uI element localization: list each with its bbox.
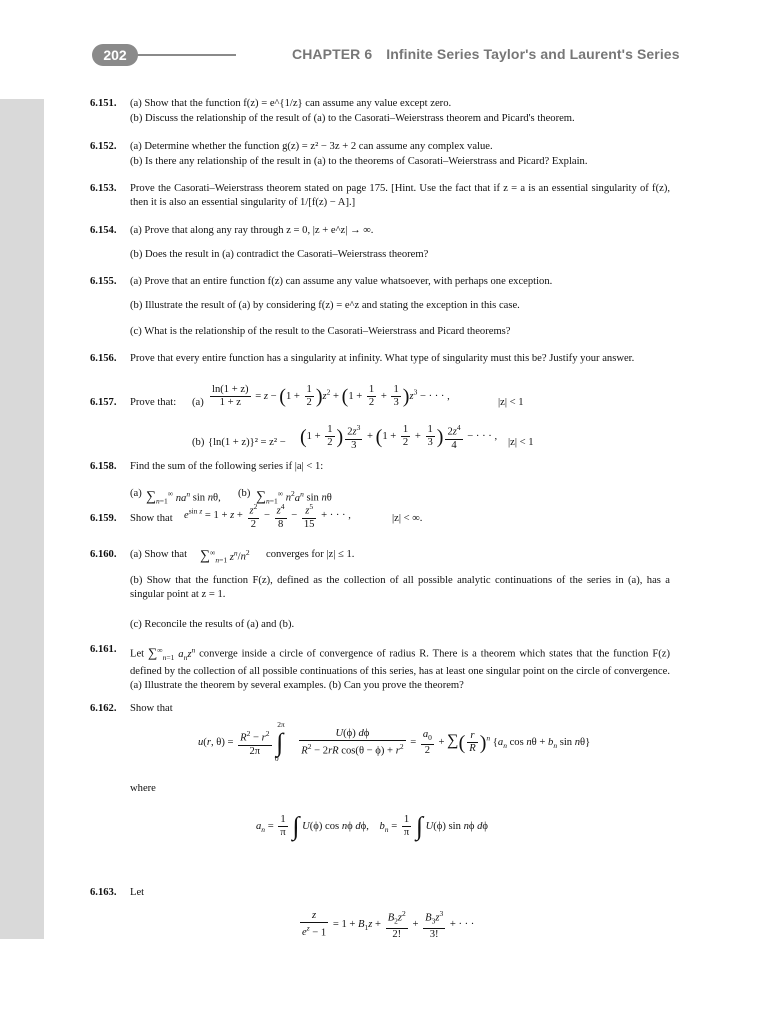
problem-lead: Show that xyxy=(130,703,173,714)
chapter-title: Infinite Series Taylor's and Laurent's Series xyxy=(386,46,680,62)
part-b-label: (b) xyxy=(238,488,251,499)
problem-6-153 xyxy=(90,182,670,212)
condition-a: |z| < 1 xyxy=(498,397,524,408)
problem-number: 6.158. xyxy=(90,461,117,472)
problem-6-163 xyxy=(90,886,670,946)
problem-part-c: (c) Reconcile the results of (a) and (b). xyxy=(130,619,295,630)
problem-part-a: (a) Determine whether the function g(z) = z² − 3z + 2 can assume any complex value. xyxy=(130,141,493,152)
part-a-label: (a) xyxy=(192,397,204,408)
chapter-heading xyxy=(292,46,680,62)
part-b-label: (b) xyxy=(192,437,205,448)
problem-6-157 xyxy=(90,384,670,456)
problem-part-a: (a) Prove that an entire function f(z) can assume any value whatsoever, with perhaps one exception. xyxy=(130,276,553,287)
problem-part-a: (a) Prove that along any ray through z = 0, |z + e^z| → ∞. xyxy=(130,225,374,236)
problem-number: 6.162. xyxy=(90,703,117,714)
problem-lead: Show that xyxy=(130,513,173,524)
problem-6-152 xyxy=(90,140,670,170)
problem-6-156 xyxy=(90,352,670,382)
problem-body: converge inside a circle of convergence of radius R. There is a theorem which states that the function F(z) defined by the collection of all possible continuations of this series, has at least one singular point on the circle of convergence. (a) Illustrate the theorem by several examples. (b) Can you prove the theorem? xyxy=(130,648,670,691)
part-a-label: (a) xyxy=(130,488,142,499)
problem-6-154 xyxy=(90,224,670,264)
page-number: 202 xyxy=(92,44,138,66)
equation-b: (1 + $\frac{1}{2}$ ) $\frac{2z^3}{3}$ + (1 + $\frac{1}{2}$ + $\frac{1}{3}$ ) $\frac{2z^4}{4}$ − · · · , xyxy=(300,423,498,451)
problem-6-155 xyxy=(90,275,670,339)
problem-6-162 xyxy=(90,702,670,852)
part-a-tail: converges for |z| ≤ 1. xyxy=(266,549,355,560)
problem-part-b: (b) Show that the function F(z), defined as the collection of all possible analytic continuations of the series in (a), has a singular point at z = 1. xyxy=(130,575,670,600)
problem-number: 6.153. xyxy=(90,183,117,194)
equation-a: $\frac{\ln(1 + z)}{1 + z}$ = z − (1 + $\frac{1}{2}$ )$z^2 + (1$ + $\frac{1}{2}$ + $\frac{1}{3}$ )$z^3$ − · · · , xyxy=(212,384,450,408)
problem-part-c: (c) What is the relationship of the result to the Casorati–Weierstrass and Picard theorems? xyxy=(130,326,511,337)
problem-lead: Let xyxy=(130,648,145,660)
part-a-lead: (a) Show that xyxy=(130,549,188,560)
problem-number: 6.156. xyxy=(90,353,117,364)
lhs-numerator: ln(1 + z) xyxy=(212,384,249,395)
chapter-label: CHAPTER 6 xyxy=(292,46,373,62)
problem-lead: Let xyxy=(130,887,145,898)
condition: |z| < ∞. xyxy=(392,513,423,524)
problem-text: Let $\sum^\infty_{n=1}$ $a_nz^n$ converge inside a circle of convergence of radius R. There is a theorem which states that the function F(z) defined by the collection of all possible continuations of this series, has at least one singular point on the circle of convergence. (a) Illustrate the theorem by several examples. (b) Can you prove the theorem? xyxy=(130,644,670,691)
problem-lead: Prove that: xyxy=(130,397,177,408)
bernoulli-series: $\frac{z}{e^z - 1}$ = $1 + B_1z$ + $\frac{B_2z^2}{2!}$ + $\frac{B_3z^3}{3!}$ + · · · xyxy=(302,909,475,940)
problem-6-160 xyxy=(90,548,670,632)
fourier-coefficients: $a_n$ = $\frac{1}{\pi}$ ∫ U(ϕ) cos nϕ dϕ, $b_n$ = $\frac{1}{\pi}$ ∫ U(ϕ) sin nϕ dϕ xyxy=(256,811,488,841)
problem-number: 6.161. xyxy=(90,644,117,655)
series-b: $\sum_{n=1}^\infty$ $n^2a^n$ sin nθ xyxy=(256,489,332,506)
header-rule xyxy=(136,54,236,56)
where-label: where xyxy=(130,783,156,794)
problem-number: 6.151. xyxy=(90,98,117,109)
series-expansion: $e^{sin z} = 1 + z$ + $\frac{z^2}{2}$ − $\frac{z^4}{8}$ − $\frac{z^5}{15}$ + · · · , xyxy=(184,502,351,530)
condition-b: |z| < 1 xyxy=(508,437,534,448)
problem-text: Find the sum of the following series if |a| < 1: xyxy=(130,461,324,472)
page-margin-bar xyxy=(0,99,44,939)
series-a: $\sum_{n=1}^\infty$ $na^n$ sin nθ, xyxy=(146,489,221,506)
problem-number: 6.154. xyxy=(90,225,117,236)
problem-number: 6.155. xyxy=(90,276,117,287)
problem-6-151 xyxy=(90,97,670,127)
problem-number: 6.159. xyxy=(90,513,117,524)
problem-part-b: (b) Does the result in (a) contradict the Casorati–Weierstrass theorem? xyxy=(130,249,429,260)
problem-part-b: (b) Discuss the relationship of the result of (a) to the Casorati–Weierstrass theorem and Picard's theorem. xyxy=(130,113,575,124)
problem-part-b: (b) Illustrate the result of (a) by considering f(z) = e^z and stating the exception in this case. xyxy=(130,300,520,311)
lhs-denominator: 1 + z xyxy=(219,397,241,408)
problem-6-159 xyxy=(90,502,670,536)
problem-text: Prove that every entire function has a singularity at infinity. What type of singularity must this be? Justify your answer. xyxy=(130,353,635,364)
poisson-formula: u(r, θ) = $\frac{R^2 - r^2}{2\pi}$ ∫$^{2\pi}_0$ $\frac{U(\phi) d\phi}{R^2 - 2rR \cos(\theta - \phi) + r^2}$ = $\frac{a_0}{2}$ + ∑( $\frac{r}{R}$ )$^n$ {$a_n$ $\cos n\theta + b_n$ sin nθ} xyxy=(198,720,591,764)
equation-b-lhs: {ln(1 + z)}² = z² − xyxy=(208,437,286,448)
problem-number: 6.160. xyxy=(90,549,117,560)
page-header xyxy=(0,0,758,80)
problem-number: 6.157. xyxy=(90,397,117,408)
series: $\sum^\infty_{n=1}$ $z^n/n^2$ xyxy=(200,548,250,565)
problem-part-b: (b) Is there any relationship of the result in (a) to the theorems of Casorati–Weierstrass and Picard? Explain. xyxy=(130,156,588,167)
problem-6-158 xyxy=(90,460,670,504)
problem-number: 6.163. xyxy=(90,887,117,898)
problem-text: Prove the Casorati–Weierstrass theorem stated on page 175. [Hint. Use the fact that if z = a is an essential singularity of f(z), then it is also an essential singularity of 1/[f(z) − A].] xyxy=(130,183,670,208)
problem-6-161 xyxy=(90,643,670,691)
problem-part-a: (a) Show that the function f(z) = e^{1/z} can assume any value except zero. xyxy=(130,98,452,109)
problem-number: 6.152. xyxy=(90,141,117,152)
